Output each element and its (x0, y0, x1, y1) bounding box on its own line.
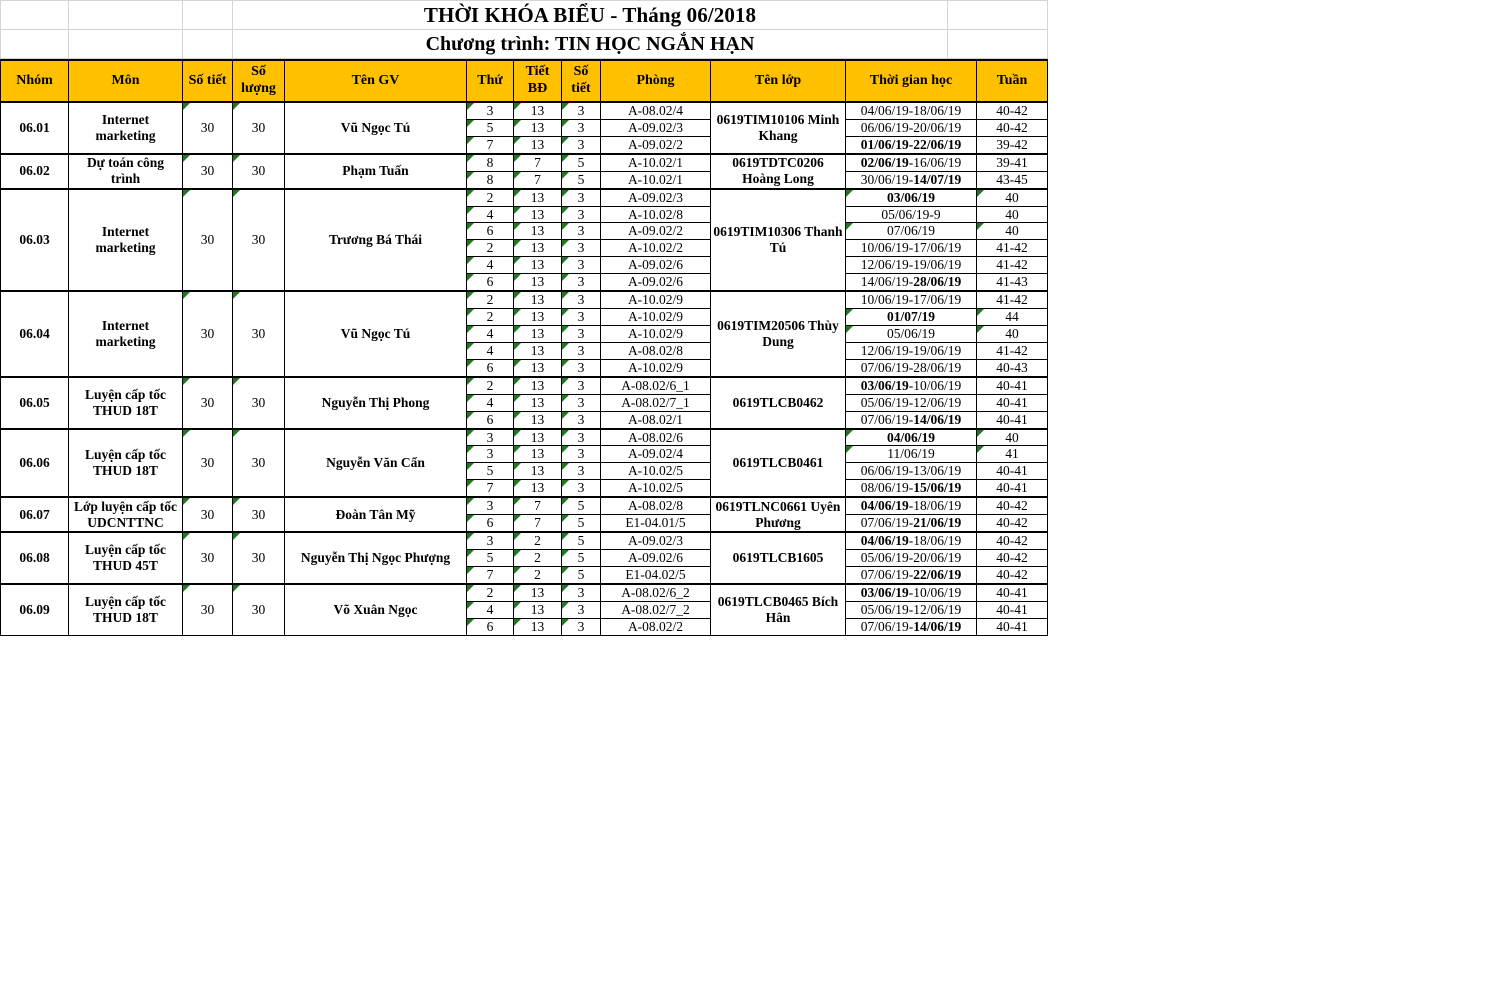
table-row[interactable] (1, 102, 1048, 119)
col-header-so-luong[interactable]: Số lượng (233, 60, 285, 102)
cell-ten-gv[interactable]: Nguyễn Thị Ngọc Phượng (285, 532, 467, 584)
cell-so-tiet-2[interactable]: 3 (562, 618, 601, 635)
cell-thoi-gian-hoc[interactable]: 07/06/19 (846, 223, 977, 240)
cell-tuan[interactable]: 41 (977, 446, 1048, 463)
cell-ten-lop[interactable]: 0619TLCB0465 Bích Hân (711, 584, 846, 635)
cell-phong[interactable]: A-08.02/4 (601, 102, 711, 119)
cell-so-tiet-2[interactable]: 3 (562, 136, 601, 153)
cell-phong[interactable]: A-09.02/2 (601, 223, 711, 240)
cell-thu[interactable]: 3 (467, 446, 514, 463)
cell-tiet-bd[interactable]: 13 (514, 189, 562, 206)
cell-so-luong[interactable]: 30 (233, 584, 285, 635)
cell-tiet-bd[interactable]: 13 (514, 601, 562, 618)
cell-thoi-gian-hoc[interactable]: 10/06/19-17/06/19 (846, 240, 977, 257)
cell-so-tiet-2[interactable]: 3 (562, 206, 601, 223)
col-header-ten-lop[interactable]: Tên lớp (711, 60, 846, 102)
header-row (1, 60, 1048, 102)
cell-tiet-bd[interactable]: 13 (514, 342, 562, 359)
cell-tiet-bd[interactable]: 13 (514, 257, 562, 274)
cell-tiet-bd[interactable]: 2 (514, 549, 562, 566)
col-header-thoi-gian-hoc[interactable]: Thời gian học (846, 60, 977, 102)
cell-so-tiet[interactable]: 30 (183, 377, 233, 429)
cell-thoi-gian-hoc[interactable]: 12/06/19-19/06/19 (846, 257, 977, 274)
title-row (1, 1, 1048, 30)
cell-so-tiet[interactable]: 30 (183, 154, 233, 189)
cell-so-tiet-2[interactable]: 3 (562, 446, 601, 463)
cell-ten-lop[interactable]: 0619TLCB0461 (711, 429, 846, 498)
cell-phong[interactable]: A-08.02/6_2 (601, 584, 711, 601)
cell-tuan[interactable]: 40-41 (977, 463, 1048, 480)
title-band (0, 0, 1048, 59)
cell-phong[interactable]: A-09.02/3 (601, 119, 711, 136)
cell-nhom[interactable]: 06.04 (1, 291, 69, 377)
cell-so-tiet-2[interactable]: 3 (562, 102, 601, 119)
cell-thoi-gian-hoc[interactable]: 10/06/19-17/06/19 (846, 291, 977, 308)
col-header-phong[interactable]: Phòng (601, 60, 711, 102)
cell-thu[interactable]: 7 (467, 566, 514, 583)
cell-tuan[interactable]: 40-41 (977, 618, 1048, 635)
cell-thu[interactable]: 2 (467, 240, 514, 257)
cell-thu[interactable]: 3 (467, 102, 514, 119)
spacer-cell (948, 1, 1048, 30)
cell-thu[interactable]: 8 (467, 171, 514, 188)
cell-so-tiet-2[interactable]: 5 (562, 497, 601, 514)
cell-so-tiet-2[interactable]: 3 (562, 309, 601, 326)
cell-tiet-bd[interactable]: 13 (514, 359, 562, 376)
cell-tuan[interactable]: 40-41 (977, 377, 1048, 394)
cell-phong[interactable]: A-08.02/8 (601, 497, 711, 514)
cell-mon[interactable]: Luyện cấp tốc THUD 18T (69, 429, 183, 498)
cell-thu[interactable]: 7 (467, 136, 514, 153)
cell-so-luong[interactable]: 30 (233, 497, 285, 532)
cell-ten-lop[interactable]: 0619TIM10306 Thanh Tú (711, 189, 846, 292)
cell-phong[interactable]: A-10.02/2 (601, 240, 711, 257)
cell-so-tiet[interactable]: 30 (183, 102, 233, 154)
cell-tuan[interactable]: 41-42 (977, 291, 1048, 308)
cell-thu[interactable]: 5 (467, 549, 514, 566)
cell-phong[interactable]: A-09.02/6 (601, 257, 711, 274)
cell-so-tiet-2[interactable]: 3 (562, 480, 601, 497)
cell-phong[interactable]: A-08.02/2 (601, 618, 711, 635)
cell-tiet-bd[interactable]: 13 (514, 291, 562, 308)
cell-tiet-bd[interactable]: 13 (514, 119, 562, 136)
cell-thoi-gian-hoc[interactable]: 08/06/19-15/06/19 (846, 480, 977, 497)
cell-thu[interactable]: 3 (467, 429, 514, 446)
cell-phong[interactable]: A-10.02/1 (601, 154, 711, 171)
cell-phong[interactable]: A-08.02/6_1 (601, 377, 711, 394)
cell-ten-lop[interactable]: 0619TLNC0661 Uyên Phương (711, 497, 846, 532)
cell-phong[interactable]: A-10.02/1 (601, 171, 711, 188)
cell-ten-lop[interactable]: 0619TLCB0462 (711, 377, 846, 429)
cell-mon[interactable]: Luyện cấp tốc THUD 18T (69, 377, 183, 429)
cell-so-tiet-2[interactable]: 5 (562, 549, 601, 566)
cell-phong[interactable]: A-10.02/8 (601, 206, 711, 223)
cell-thu[interactable]: 6 (467, 359, 514, 376)
table-row[interactable] (1, 497, 1048, 514)
table-row[interactable] (1, 584, 1048, 601)
cell-thoi-gian-hoc[interactable]: 03/06/19-10/06/19 (846, 377, 977, 394)
cell-thu[interactable]: 4 (467, 206, 514, 223)
cell-tuan[interactable]: 40-41 (977, 601, 1048, 618)
cell-tuan[interactable]: 41-42 (977, 240, 1048, 257)
cell-so-tiet-2[interactable]: 5 (562, 154, 601, 171)
cell-so-tiet-2[interactable]: 5 (562, 171, 601, 188)
cell-tuan[interactable]: 39-42 (977, 136, 1048, 153)
cell-so-tiet-2[interactable]: 5 (562, 566, 601, 583)
cell-phong[interactable]: A-08.02/1 (601, 411, 711, 428)
cell-so-tiet-2[interactable]: 3 (562, 223, 601, 240)
subtitle-row (1, 30, 1048, 59)
cell-tiet-bd[interactable]: 13 (514, 584, 562, 601)
cell-thoi-gian-hoc[interactable]: 01/07/19 (846, 309, 977, 326)
cell-tuan[interactable]: 40-42 (977, 102, 1048, 119)
cell-ten-lop[interactable]: 0619TLCB1605 (711, 532, 846, 584)
cell-so-tiet-2[interactable]: 3 (562, 377, 601, 394)
col-header-nhom[interactable]: Nhóm (1, 60, 69, 102)
cell-thoi-gian-hoc[interactable]: 06/06/19-20/06/19 (846, 119, 977, 136)
col-header-mon[interactable]: Môn (69, 60, 183, 102)
cell-tuan[interactable]: 40-41 (977, 411, 1048, 428)
cell-tiet-bd[interactable]: 7 (514, 154, 562, 171)
table-row[interactable] (1, 532, 1048, 549)
table-row[interactable] (1, 377, 1048, 394)
table-header (1, 60, 1048, 102)
cell-so-tiet[interactable]: 30 (183, 584, 233, 635)
cell-thu[interactable]: 4 (467, 601, 514, 618)
page-title: THỜI KHÓA BIỂU - Tháng 06/2018 (233, 1, 948, 30)
table-row[interactable] (1, 154, 1048, 171)
cell-tiet-bd[interactable]: 13 (514, 446, 562, 463)
cell-thu[interactable]: 2 (467, 309, 514, 326)
cell-phong[interactable]: A-08.02/7_2 (601, 601, 711, 618)
cell-thoi-gian-hoc[interactable]: 07/06/19-21/06/19 (846, 515, 977, 532)
cell-tiet-bd[interactable]: 7 (514, 515, 562, 532)
cell-so-luong[interactable]: 30 (233, 154, 285, 189)
cell-thoi-gian-hoc[interactable]: 04/06/19 (846, 429, 977, 446)
cell-so-tiet-2[interactable]: 3 (562, 325, 601, 342)
cell-tiet-bd[interactable]: 13 (514, 309, 562, 326)
cell-so-luong[interactable]: 30 (233, 429, 285, 498)
cell-tiet-bd[interactable]: 13 (514, 463, 562, 480)
cell-phong[interactable]: A-10.02/5 (601, 480, 711, 497)
cell-nhom[interactable]: 06.07 (1, 497, 69, 532)
cell-thoi-gian-hoc[interactable]: 14/06/19-28/06/19 (846, 274, 977, 291)
cell-mon[interactable]: Internet marketing (69, 291, 183, 377)
cell-so-luong[interactable]: 30 (233, 189, 285, 292)
table-row[interactable] (1, 429, 1048, 446)
cell-tuan[interactable]: 40-41 (977, 584, 1048, 601)
cell-phong[interactable]: A-09.02/6 (601, 274, 711, 291)
cell-so-tiet-2[interactable]: 5 (562, 515, 601, 532)
cell-phong[interactable]: A-10.02/9 (601, 291, 711, 308)
cell-thu[interactable]: 6 (467, 515, 514, 532)
cell-phong[interactable]: A-10.02/9 (601, 325, 711, 342)
cell-ten-lop[interactable]: 0619TIM20506 Thùy Dung (711, 291, 846, 377)
cell-thoi-gian-hoc[interactable]: 02/06/19-16/06/19 (846, 154, 977, 171)
cell-so-tiet-2[interactable]: 3 (562, 119, 601, 136)
cell-tiet-bd[interactable]: 13 (514, 223, 562, 240)
cell-so-tiet[interactable]: 30 (183, 429, 233, 498)
cell-thu[interactable]: 4 (467, 257, 514, 274)
cell-thoi-gian-hoc[interactable]: 04/06/19-18/06/19 (846, 532, 977, 549)
cell-thu[interactable]: 6 (467, 223, 514, 240)
cell-so-tiet-2[interactable]: 3 (562, 394, 601, 411)
cell-mon[interactable]: Luyện cấp tốc THUD 18T (69, 584, 183, 635)
cell-thu[interactable]: 4 (467, 394, 514, 411)
table-row[interactable] (1, 291, 1048, 308)
cell-thu[interactable]: 2 (467, 377, 514, 394)
cell-so-tiet-2[interactable]: 3 (562, 359, 601, 376)
cell-so-tiet[interactable]: 30 (183, 189, 233, 292)
cell-tuan[interactable]: 40-42 (977, 119, 1048, 136)
cell-tiet-bd[interactable]: 13 (514, 102, 562, 119)
page-subtitle: Chương trình: TIN HỌC NGẮN HẠN (233, 30, 948, 59)
cell-thu[interactable]: 4 (467, 342, 514, 359)
cell-tuan[interactable]: 41-43 (977, 274, 1048, 291)
cell-tuan[interactable]: 40-41 (977, 480, 1048, 497)
cell-tuan[interactable]: 40 (977, 223, 1048, 240)
cell-nhom[interactable]: 06.02 (1, 154, 69, 189)
cell-tuan[interactable]: 40-43 (977, 359, 1048, 376)
cell-so-luong[interactable]: 30 (233, 102, 285, 154)
cell-thoi-gian-hoc[interactable]: 06/06/19-13/06/19 (846, 463, 977, 480)
cell-so-tiet-2[interactable]: 3 (562, 601, 601, 618)
spacer-cell (69, 1, 183, 30)
spacer-cell (948, 30, 1048, 59)
cell-tuan[interactable]: 39-41 (977, 154, 1048, 171)
cell-thu[interactable]: 6 (467, 274, 514, 291)
cell-mon[interactable]: Lớp luyện cấp tốc UDCNTTNC (69, 497, 183, 532)
cell-phong[interactable]: A-09.02/2 (601, 136, 711, 153)
cell-ten-lop[interactable]: 0619TIM10106 Minh Khang (711, 102, 846, 154)
cell-nhom[interactable]: 06.05 (1, 377, 69, 429)
cell-thoi-gian-hoc[interactable]: 05/06/19-12/06/19 (846, 394, 977, 411)
cell-thu[interactable]: 8 (467, 154, 514, 171)
cell-thu[interactable]: 3 (467, 532, 514, 549)
cell-so-tiet-2[interactable]: 3 (562, 429, 601, 446)
cell-thoi-gian-hoc[interactable]: 04/06/19-18/06/19 (846, 102, 977, 119)
cell-tiet-bd[interactable]: 13 (514, 411, 562, 428)
table-body (1, 102, 1048, 635)
cell-so-luong[interactable]: 30 (233, 377, 285, 429)
cell-thu[interactable]: 2 (467, 584, 514, 601)
cell-thoi-gian-hoc[interactable]: 07/06/19-14/06/19 (846, 411, 977, 428)
cell-thu[interactable]: 7 (467, 480, 514, 497)
col-header-so-tiet-2[interactable]: Số tiết (562, 60, 601, 102)
cell-thoi-gian-hoc[interactable]: 01/06/19-22/06/19 (846, 136, 977, 153)
cell-so-tiet-2[interactable]: 3 (562, 463, 601, 480)
cell-mon[interactable]: Internet marketing (69, 102, 183, 154)
cell-tiet-bd[interactable]: 7 (514, 171, 562, 188)
cell-tuan[interactable]: 40-42 (977, 497, 1048, 514)
cell-tuan[interactable]: 41-42 (977, 257, 1048, 274)
cell-tiet-bd[interactable]: 13 (514, 240, 562, 257)
cell-mon[interactable]: Dự toán công trình (69, 154, 183, 189)
cell-thoi-gian-hoc[interactable]: 30/06/19-14/07/19 (846, 171, 977, 188)
cell-thoi-gian-hoc[interactable]: 03/06/19 (846, 189, 977, 206)
cell-tiet-bd[interactable]: 13 (514, 377, 562, 394)
cell-ten-gv[interactable]: Đoàn Tân Mỹ (285, 497, 467, 532)
cell-ten-gv[interactable]: Vũ Ngọc Tú (285, 102, 467, 154)
cell-thoi-gian-hoc[interactable]: 05/06/19-9 (846, 206, 977, 223)
cell-phong[interactable]: A-08.02/8 (601, 342, 711, 359)
spacer-cell (183, 30, 233, 59)
cell-thoi-gian-hoc[interactable]: 03/06/19-10/06/19 (846, 584, 977, 601)
cell-tiet-bd[interactable]: 7 (514, 497, 562, 514)
cell-nhom[interactable]: 06.08 (1, 532, 69, 584)
cell-tuan[interactable]: 40-42 (977, 532, 1048, 549)
cell-thoi-gian-hoc[interactable]: 04/06/19-18/06/19 (846, 497, 977, 514)
cell-phong[interactable]: A-08.02/6 (601, 429, 711, 446)
cell-tuan[interactable]: 40 (977, 325, 1048, 342)
cell-thu[interactable]: 6 (467, 618, 514, 635)
cell-tuan[interactable]: 43-45 (977, 171, 1048, 188)
cell-thu[interactable]: 2 (467, 189, 514, 206)
cell-so-tiet-2[interactable]: 3 (562, 189, 601, 206)
cell-tuan[interactable]: 40 (977, 429, 1048, 446)
cell-thoi-gian-hoc[interactable]: 07/06/19-28/06/19 (846, 359, 977, 376)
cell-so-tiet-2[interactable]: 3 (562, 342, 601, 359)
cell-tuan[interactable]: 40-42 (977, 549, 1048, 566)
cell-tuan[interactable]: 40 (977, 206, 1048, 223)
cell-so-tiet[interactable]: 30 (183, 532, 233, 584)
cell-tiet-bd[interactable]: 13 (514, 618, 562, 635)
col-header-tuan[interactable]: Tuần (977, 60, 1048, 102)
cell-nhom[interactable]: 06.06 (1, 429, 69, 498)
cell-mon[interactable]: Internet marketing (69, 189, 183, 292)
cell-so-tiet-2[interactable]: 3 (562, 291, 601, 308)
cell-thoi-gian-hoc[interactable]: 05/06/19-12/06/19 (846, 601, 977, 618)
cell-ten-gv[interactable]: Nguyễn Văn Cẩn (285, 429, 467, 498)
cell-so-tiet[interactable]: 30 (183, 497, 233, 532)
col-header-thu[interactable]: Thứ (467, 60, 514, 102)
cell-phong[interactable]: A-09.02/3 (601, 532, 711, 549)
cell-so-tiet-2[interactable]: 5 (562, 532, 601, 549)
cell-tiet-bd[interactable]: 13 (514, 206, 562, 223)
cell-nhom[interactable]: 06.03 (1, 189, 69, 292)
cell-tiet-bd[interactable]: 13 (514, 480, 562, 497)
spacer-cell (1, 30, 69, 59)
cell-tiet-bd[interactable]: 2 (514, 566, 562, 583)
cell-phong[interactable]: A-09.02/4 (601, 446, 711, 463)
cell-so-tiet-2[interactable]: 3 (562, 584, 601, 601)
spacer-cell (69, 30, 183, 59)
cell-thoi-gian-hoc[interactable]: 05/06/19 (846, 325, 977, 342)
cell-thu[interactable]: 6 (467, 411, 514, 428)
cell-tuan[interactable]: 40-41 (977, 394, 1048, 411)
cell-tuan[interactable]: 44 (977, 309, 1048, 326)
cell-so-tiet-2[interactable]: 3 (562, 411, 601, 428)
cell-tiet-bd[interactable]: 13 (514, 325, 562, 342)
col-header-tiet-bd[interactable]: Tiết BĐ (514, 60, 562, 102)
cell-tuan[interactable]: 40 (977, 189, 1048, 206)
cell-so-luong[interactable]: 30 (233, 291, 285, 377)
cell-thoi-gian-hoc[interactable]: 07/06/19-14/06/19 (846, 618, 977, 635)
cell-phong[interactable]: E1-04.01/5 (601, 515, 711, 532)
cell-tuan[interactable]: 40-42 (977, 566, 1048, 583)
timetable (0, 59, 1048, 636)
cell-so-tiet-2[interactable]: 3 (562, 240, 601, 257)
cell-ten-lop[interactable]: 0619TDTC0206 Hoàng Long (711, 154, 846, 189)
cell-nhom[interactable]: 06.01 (1, 102, 69, 154)
cell-thu[interactable]: 5 (467, 119, 514, 136)
col-header-ten-gv[interactable]: Tên GV (285, 60, 467, 102)
cell-thu[interactable]: 2 (467, 291, 514, 308)
cell-thu[interactable]: 5 (467, 463, 514, 480)
cell-thu[interactable]: 3 (467, 497, 514, 514)
cell-thoi-gian-hoc[interactable]: 05/06/19-20/06/19 (846, 549, 977, 566)
cell-so-tiet[interactable]: 30 (183, 291, 233, 377)
cell-so-tiet-2[interactable]: 3 (562, 274, 601, 291)
cell-so-luong[interactable]: 30 (233, 532, 285, 584)
cell-phong[interactable]: A-09.02/6 (601, 549, 711, 566)
col-header-so-tiet[interactable]: Số tiết (183, 60, 233, 102)
cell-phong[interactable]: A-08.02/7_1 (601, 394, 711, 411)
cell-tuan[interactable]: 40-42 (977, 515, 1048, 532)
table-row[interactable] (1, 189, 1048, 206)
cell-tiet-bd[interactable]: 13 (514, 429, 562, 446)
cell-ten-gv[interactable]: Vũ Ngọc Tú (285, 291, 467, 377)
cell-nhom[interactable]: 06.09 (1, 584, 69, 635)
cell-ten-gv[interactable]: Phạm Tuấn (285, 154, 467, 189)
cell-mon[interactable]: Luyện cấp tốc THUD 45T (69, 532, 183, 584)
cell-phong[interactable]: E1-04.02/5 (601, 566, 711, 583)
cell-tiet-bd[interactable]: 13 (514, 394, 562, 411)
cell-phong[interactable]: A-09.02/3 (601, 189, 711, 206)
cell-ten-gv[interactable]: Nguyễn Thị Phong (285, 377, 467, 429)
cell-thoi-gian-hoc[interactable]: 12/06/19-19/06/19 (846, 342, 977, 359)
cell-phong[interactable]: A-10.02/9 (601, 359, 711, 376)
cell-tiet-bd[interactable]: 13 (514, 136, 562, 153)
cell-thoi-gian-hoc[interactable]: 11/06/19 (846, 446, 977, 463)
cell-so-tiet-2[interactable]: 3 (562, 257, 601, 274)
cell-tiet-bd[interactable]: 2 (514, 532, 562, 549)
cell-thoi-gian-hoc[interactable]: 07/06/19-22/06/19 (846, 566, 977, 583)
cell-thu[interactable]: 4 (467, 325, 514, 342)
cell-ten-gv[interactable]: Võ Xuân Ngọc (285, 584, 467, 635)
spacer-cell (183, 1, 233, 30)
cell-tuan[interactable]: 41-42 (977, 342, 1048, 359)
cell-tiet-bd[interactable]: 13 (514, 274, 562, 291)
cell-phong[interactable]: A-10.02/5 (601, 463, 711, 480)
cell-ten-gv[interactable]: Trương Bá Thái (285, 189, 467, 292)
spacer-cell (1, 1, 69, 30)
cell-phong[interactable]: A-10.02/9 (601, 309, 711, 326)
